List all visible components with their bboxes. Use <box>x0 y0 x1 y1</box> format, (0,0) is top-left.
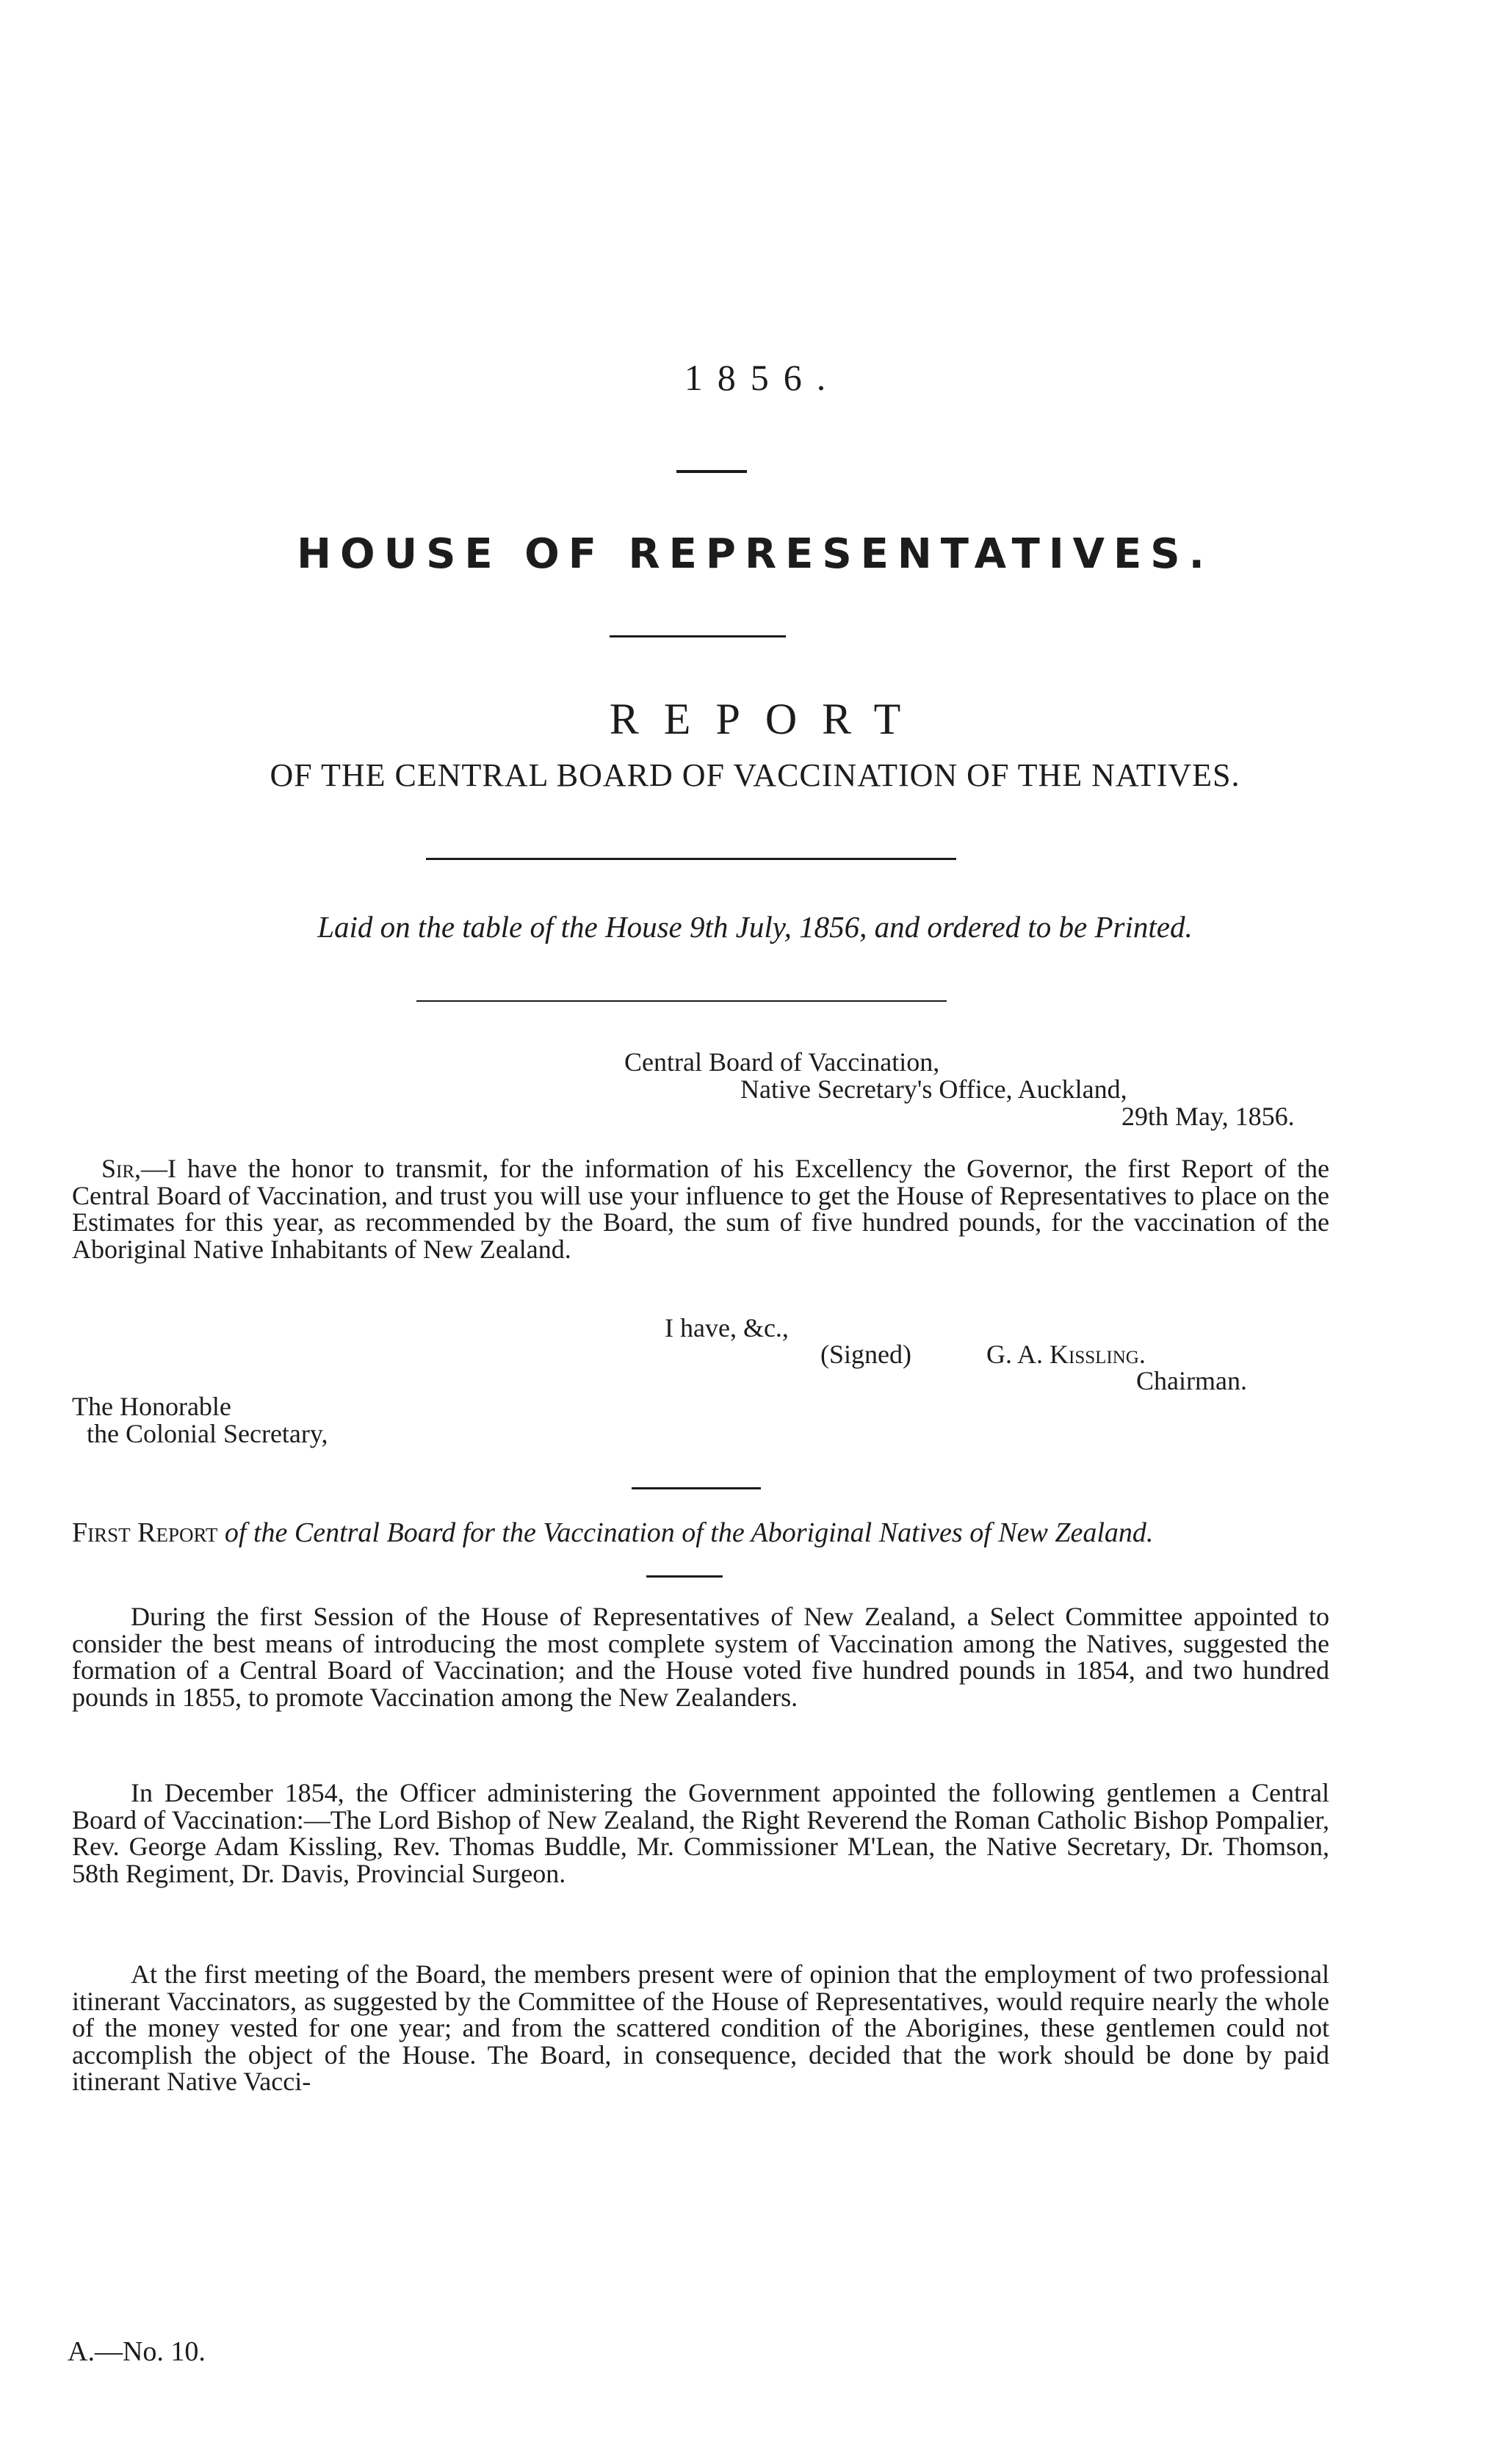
first-report-rest: of the Central Board for the Vaccination of the Aboriginal Natives of New Zealand. <box>224 1517 1154 1548</box>
document-reference: A.—No. 10. <box>68 2336 206 2367</box>
letter-signer-title: Chairman. <box>1136 1366 1247 1395</box>
first-report-heading <box>72 1517 1329 1549</box>
report-paragraph-3: At the first meeting of the Board, the members present were of opinion that the employment of two professional itinerant Vaccinators, as suggested by the Committee of the House of Representatives, would require nearly the whole of the money vested for one year; and from the scattered condition of the Aborigines, these gentlemen could not accomplish the object of the House. The Board, in consequence, decided that the work should be done by paid itinerant Native Vacci- <box>72 1959 1329 2096</box>
first-report-lead: First Report <box>72 1517 218 1548</box>
report-paragraph-1: During the first Session of the House of Representatives of New Zealand, a Select Committee appointed to consider the best means of introducing the most complete system of Vaccination among the Natives, suggested the formation of a Central Board of Vaccination; and the House voted five hundred pounds in 1854, and two hundred pounds in 1855, to promote Vaccination among the New Zealanders. <box>72 1602 1329 1712</box>
laid-on-table-note: Laid on the table of the House 9th July, 1856, and ordered to be Printed. <box>317 910 1193 944</box>
letter-date: 29th May, 1856. <box>1121 1102 1295 1131</box>
letter-signed: (Signed) <box>820 1340 911 1369</box>
divider <box>646 1575 723 1578</box>
letter-address-line1: Central Board of Vaccination, <box>624 1047 940 1077</box>
divider <box>610 635 786 637</box>
document-year: 1856. <box>684 357 841 398</box>
letter-closing: I have, &c., <box>665 1313 789 1343</box>
divider <box>632 1487 761 1489</box>
letter-salutation: Sir, <box>101 1154 142 1183</box>
short-divider <box>676 470 747 473</box>
report-title: REPORT <box>609 695 926 743</box>
letter-addressee-line2: the Colonial Secretary, <box>87 1419 328 1448</box>
letter-address-line2: Native Secretary's Office, Auckland, <box>740 1074 1127 1104</box>
letter-body <box>72 1155 1329 1262</box>
house-title: HOUSE OF REPRESENTATIVES. <box>297 530 1213 578</box>
letter-addressee-line1: The Honorable <box>72 1392 231 1421</box>
letter-body-text: —I have the honor to transmit, for the information of his Excellency the Governor, the first Report of the Central Board of Vaccination, and trust you will use your influence to get the House of Representatives to place on the Estimates for this year, as recommended by the Board, the sum of five hundred pounds, for the vaccination of the Aboriginal Native Inhabitants of New Zealand. <box>72 1154 1329 1264</box>
letter-signer: G. A. Kissling. <box>986 1340 1146 1369</box>
divider <box>416 1000 947 1002</box>
report-paragraph-2: In December 1854, the Officer administering the Government appointed the following gentlemen a Central Board of Vaccination:—The Lord Bishop of New Zealand, the Right Reverend the Roman Catholic Bishop Pompalier, Rev. George Adam Kissling, Rev. Thomas Buddle, Mr. Commissioner M'Lean, the Native Secretary, Dr. Thomson, 58th Regiment, Dr. Davis, Provincial Surgeon. <box>72 1778 1329 1888</box>
report-subtitle: OF THE CENTRAL BOARD OF VACCINATION OF THE NATIVES. <box>270 757 1240 793</box>
divider <box>426 858 956 860</box>
